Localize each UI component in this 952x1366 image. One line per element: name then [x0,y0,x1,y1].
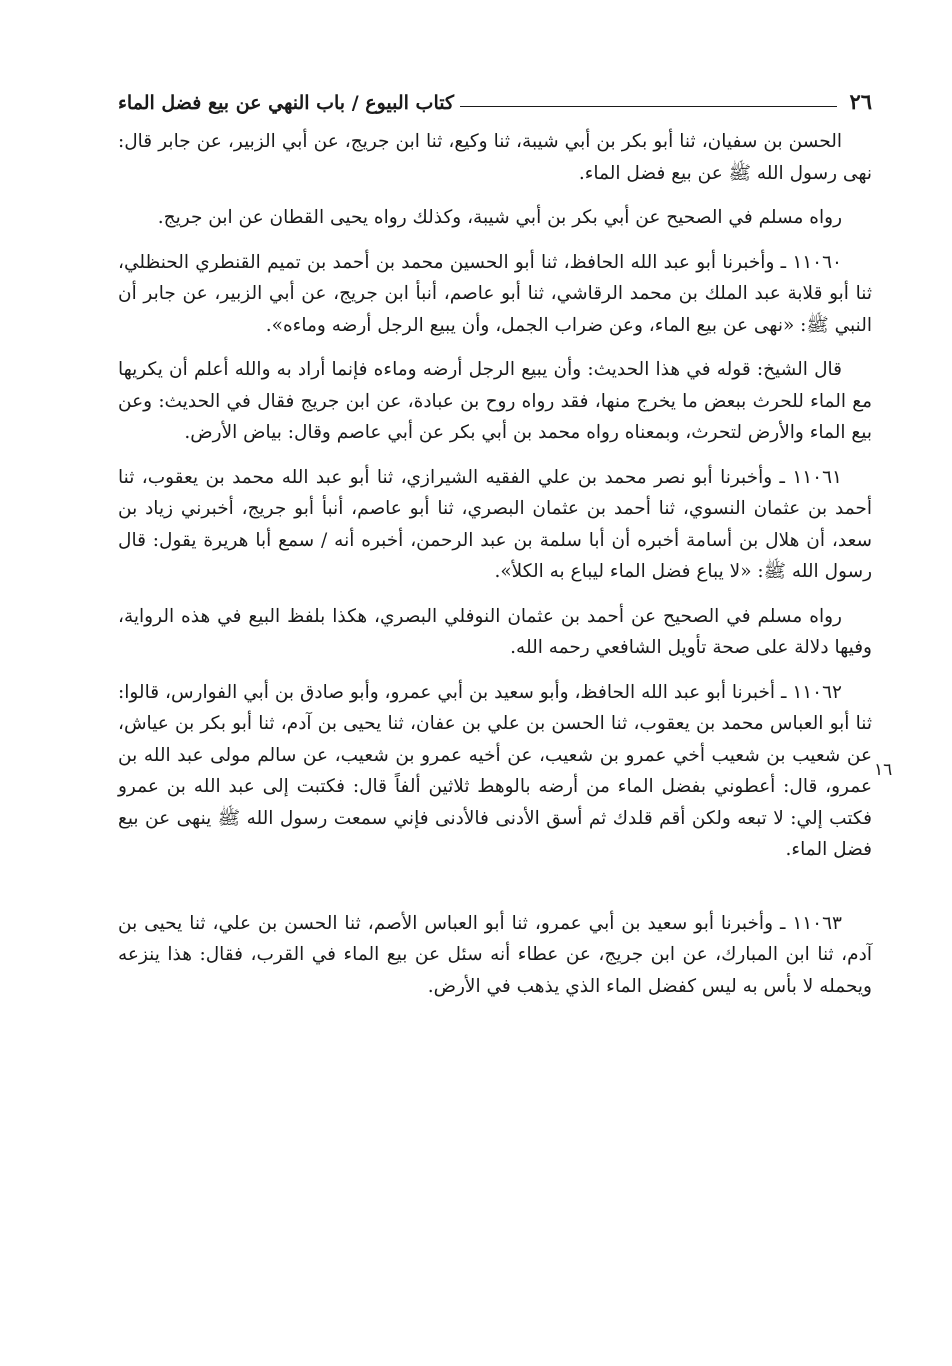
page-header [118,80,872,114]
paragraph: ١١٠٦١ ـ وأخبرنا أبو نصر محمد بن علي الفقيه الشيرازي، ثنا أبو عبد الله محمد بن يعقوب، ثنا أحمد بن عثمان النسوي، ثنا أحمد بن عثمان البصري، ثنا أبو عاصم، أنبأ أبو جريج، أخبرني زياد بن سعد، أن هلال بن أسامة أخبره أن أبا سلمة بن عبد الرحمن، أخبره أنه / سمع أبا هريرة يقول: قال رسول الله ﷺ: «لا يباع فضل الماء ليباع به الكلأ». [118,466,872,582]
paragraph: رواه مسلم في الصحيح عن أحمد بن عثمان النوفلي البصري، هكذا بلفظ البيع في هذه الرواية، وفيها دلالة على صحة تأويل الشافعي رحمه الله. [118,605,872,658]
paragraph: الحسن بن سفيان، ثنا أبو بكر بن أبي شيبة، ثنا وكيع، ثنا ابن جريج، عن أبي الزبير، عن جابر قال: نهى رسول الله ﷺ عن بيع فضل الماء. [118,131,872,184]
paragraph: ١١٠٦٢ ـ أخبرنا أبو عبد الله الحافظ، وأبو سعيد بن أبي عمرو، وأبو صادق بن أبي الفوارس، قالوا: ثنا أبو العباس محمد بن يعقوب، ثنا الحسن بن علي بن عفان، ثنا يحيى بن آدم، ثنا أبو بكر بن عياش، عن شعيب بن شعيب أخي عمرو بن شعيب، عن أخيه عمرو بن شعيب، عن سالم مولى عبد الله بن عمرو، قال: أعطوني بفضل الماء من أرضه بالوهط ثلاثين ألفاً قال: فكتبت إلى عبد الله بن عمرو فكتب إلي: لا تبعه ولكن أقم قلدك ثم أسق الأدنى فالأدنى فإني سمعت رسول الله ﷺ ينهى عن بيع فضل الماء. [118,681,872,860]
paragraph: ١١٠٦٠ ـ وأخبرنا أبو عبد الله الحافظ، ثنا أبو الحسين محمد بن أحمد بن تميم القنطري الحنظلي، ثنا أبو قلابة عبد الملك بن محمد الرقاشي، ثنا أبو عاصم، أنبأ ابن جريج، عن أبي الزبير، عن جابر أن النبي ﷺ: «نهى عن بيع الماء، وعن ضراب الجمل، وأن يبيع الرجل أرضه وماءه». [118,251,872,336]
page-number: ٢٦ [849,89,872,114]
paragraph: قال الشيخ: قوله في هذا الحديث: وأن يبيع الرجل أرضه وماءه فإنما أراد به والله أعلم أن يكريها مع الماء للحرث ببعض ما يخرج منها، فقد رواه روح بن عبادة، عن ابن جريج فقال في الحديث: وعن بيع الماء والأرض لتحرث، وبمعناه رواه محمد بن أبي بكر عن أبي عاصم وقال: بياض الأرض. [118,359,872,443]
margin-page-marker: ١٦ [874,760,893,780]
paragraph: ١١٠٦٣ ـ وأخبرنا أبو سعيد بن أبي عمرو، ثنا أبو العباس الأصم، ثنا الحسن بن علي، ثنا يحيى بن آدم، ثنا ابن المبارك، عن ابن جريج، عن عطاء أنه سئل عن بيع الماء في القرب، فقال: هذا ينزعه ويحمله لا بأس به ليس كفضل الماء الذي يذهب في الأرض. [118,912,872,997]
text-body [118,126,872,1015]
paragraph: رواه مسلم في الصحيح عن أبي بكر بن أبي شيبة، وكذلك رواه يحيى القطان عن ابن جريج. [157,207,842,228]
running-title: كتاب البيوع / باب النهي عن بيع فضل الماء [118,92,455,114]
header-rule [460,106,837,107]
